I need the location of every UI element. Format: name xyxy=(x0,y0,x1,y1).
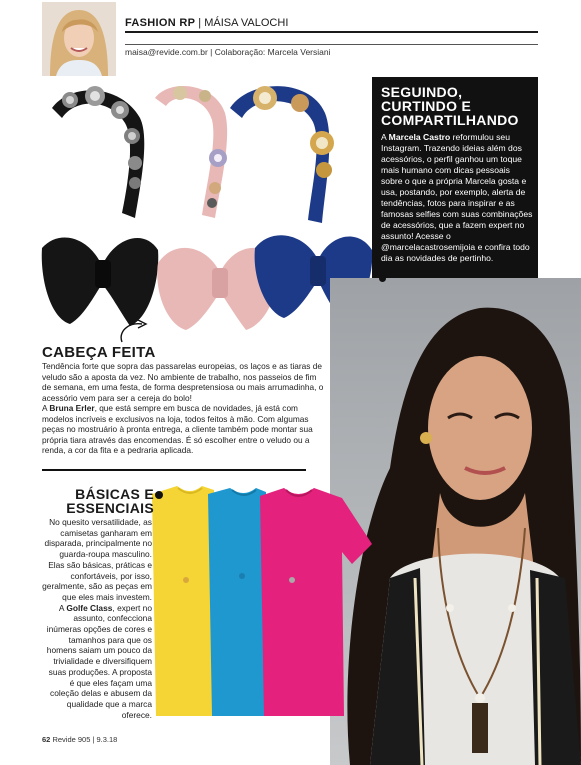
blue-velvet-headband xyxy=(230,86,334,223)
brand-name: Bruna Erler xyxy=(49,403,95,413)
section-divider xyxy=(42,469,306,471)
callout-title-line: SEGUINDO, xyxy=(381,84,463,100)
callout-brand-name: Marcela Castro xyxy=(388,132,451,142)
instagram-callout xyxy=(372,77,538,278)
basicas-body xyxy=(42,517,152,720)
pink-velvet-headband xyxy=(155,86,227,218)
paragraph-text: , expert no assunto, confecciona inúmeras opções de cores e tamanhos para que os homens saiam um pouco da trivialidade e diversifiquem suas produções. A proposta é que eles façam uma coleção delas e abusem da qualidade que a marca oferece. xyxy=(46,602,152,720)
section-name: FASHION RP xyxy=(125,17,196,29)
contact-line: maisa@revide.com.br | Colaboração: Marcela Versiani xyxy=(125,47,331,57)
headbands-bows-photo xyxy=(40,78,375,340)
author-name: MÁISA VALOCHI xyxy=(204,17,289,29)
basicas-heading xyxy=(62,487,154,515)
pink-tshirt xyxy=(260,488,372,716)
callout-title xyxy=(381,85,533,127)
callout-text: A xyxy=(381,132,389,142)
bullet-icon xyxy=(155,491,163,499)
paragraph: No quesito versatilidade, as camisetas ganharam em disparada, principalmente no guarda-roupa masculino. Elas são básicas, práticas e confortáveis, por isso, geralmente, são as peças em que eles mais investem. xyxy=(42,517,152,602)
callout-title-line: COMPARTILHANDO xyxy=(381,112,519,128)
cabeca-feita-body xyxy=(42,361,324,456)
callout-body xyxy=(381,132,533,264)
yellow-tshirt xyxy=(152,486,218,716)
black-velvet-bow xyxy=(42,238,159,326)
paragraph xyxy=(42,603,152,721)
paragraph-text: A xyxy=(42,403,50,413)
paragraph-text: , que está sempre em busca de novidades, já está com modelos incríveis e exclusivos na loja, todos feitos à mão. Com algumas peças no mostruário à pronta entrega, a cliente também pode montar sua própria tiara através das encomendas. É só escolher entre o veludo ou a renda, a cor da fita e a pedraria aplicada. xyxy=(42,403,313,455)
callout-text: reformulou seu Instagram. Trazendo ideias além dos acessórios, o perfil ganhou um toque mais humano com dicas pessoais sobre o que a própria Marcela gosta e usa, postando, por exemplo, alerta de tendências, fotos para inspirar e as famosas selfies com suas combinações de acessórios, que a fazem expert no assunto! Acesse o @marcelacastrosemijoia e confira todo dia as novidades de pertinho. xyxy=(381,132,533,263)
header-rule-bottom xyxy=(125,44,538,45)
callout-title-line: CURTINDO E xyxy=(381,98,472,114)
curved-arrow-icon xyxy=(116,320,152,346)
paragraph-text: A xyxy=(58,602,67,613)
tshirts-photo xyxy=(152,484,372,724)
brand-name: Golfe Class xyxy=(66,602,113,613)
cabeca-feita-heading: CABEÇA FEITA xyxy=(42,344,156,361)
bullet-icon xyxy=(379,275,386,282)
page-number: 62 xyxy=(42,735,51,744)
paragraph xyxy=(42,403,324,456)
page-folio xyxy=(42,735,117,744)
columnist-photo xyxy=(42,2,116,76)
header-separator: | xyxy=(198,17,202,29)
issue-info: Revide 905 | 9.3.18 xyxy=(52,735,118,744)
paragraph: Tendência forte que sopra das passarelas europeias, os laços e as tiaras de veludo são a aposta da vez. No ambiente de trabalho, nos passeios de fim de semana, em uma festa, de forma despretensiosa ou mais arrumadinha, o acessório vem para ser a cereja do bolo! xyxy=(42,361,324,403)
black-velvet-headband xyxy=(52,86,144,218)
heading-line: BÁSICAS E xyxy=(75,486,154,502)
header-rule-top xyxy=(125,31,538,33)
section-header xyxy=(125,17,288,29)
heading-line: ESSENCIAIS xyxy=(66,500,154,516)
